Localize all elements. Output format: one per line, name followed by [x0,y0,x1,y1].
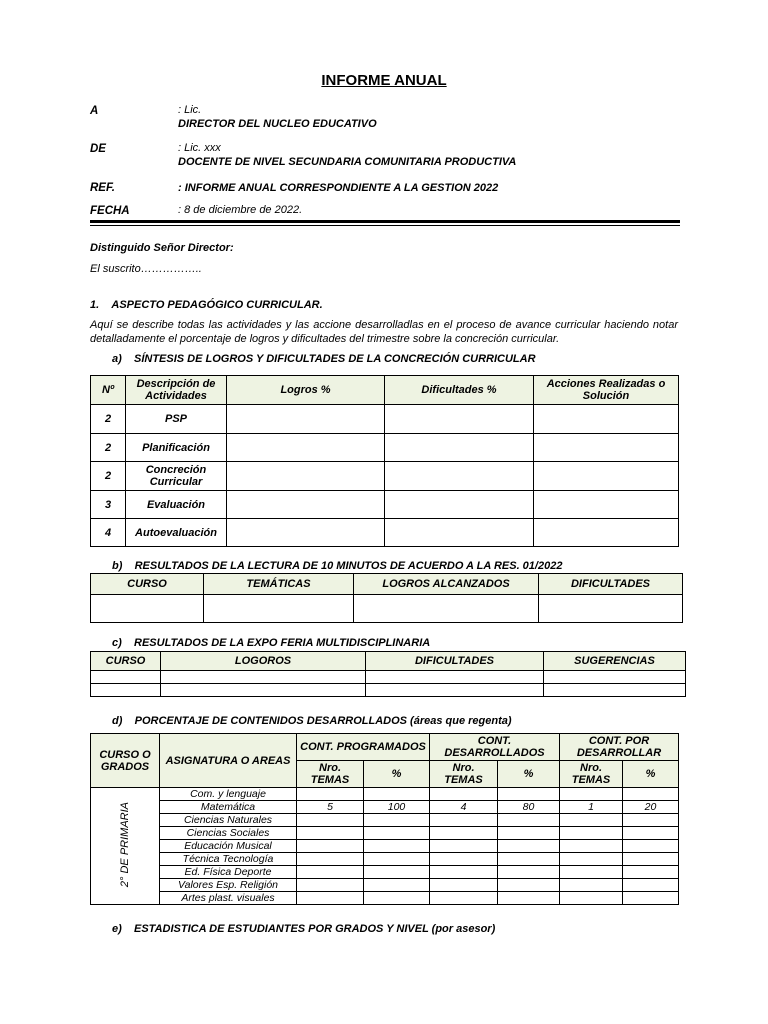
content-percentage-table [90,733,679,905]
to-line-2: DIRECTOR DEL NUCLEO EDUCATIVO [178,118,377,130]
section-1-description: Aquí se describe todas las actividades y las accione desarrolladlas en el proceso de avance curricular haciendo notar detalladamente el porcentaje de logros y dificultades del trimestre sobre la concreción curricular. [90,319,678,345]
table-cell [544,671,686,684]
difficulties-cell [385,405,534,434]
value-cell [364,866,430,879]
value-cell [560,853,623,866]
actions-cell [534,462,679,491]
date-value: : 8 de diciembre de 2022. [178,204,303,216]
header-rule-thick [90,220,680,223]
header-programmed: CONT. PROGRAMADOS [297,734,430,761]
header-course-grade: CURSO O GRADOS [91,734,160,788]
row-description: Autoevaluación [126,519,227,547]
value-cell [364,814,430,827]
value-cell [430,827,498,840]
grade-cell [91,788,160,905]
table-cell [91,671,161,684]
table-cell [366,671,544,684]
table-cell [366,684,544,697]
table-row [91,814,679,827]
value-cell [364,840,430,853]
section-d-heading: d) PORCENTAJE DE CONTENIDOS DESARROLLADOS (áreas que regenta) [112,715,512,727]
table-row [91,405,679,434]
value-cell [297,840,364,853]
section-c-heading: c) RESULTADOS DE LA EXPO FERIA MULTIDISCIPLINARIA [112,637,431,649]
header-percent: % [364,761,430,788]
table-row [91,491,679,519]
value-cell [297,866,364,879]
row-number: 4 [91,519,126,547]
document-title: INFORME ANUAL [321,72,447,89]
reading-results-table [90,573,683,623]
row-description: Concreción Curricular [126,462,227,491]
from-label: DE [90,143,106,155]
header-rule-thin [90,225,680,226]
table-row [91,684,686,697]
row-number: 3 [91,491,126,519]
header-achievements: LOGOROS [161,652,366,671]
from-line-1: : Lic. xxx [178,142,221,154]
value-cell [498,853,560,866]
header-developed: CONT. DESARROLLADOS [430,734,560,761]
subject-cell: Técnica Tecnología [160,853,297,866]
value-cell [498,814,560,827]
greeting: Distinguido Señor Director: [90,242,234,254]
table-row [91,892,679,905]
value-cell [560,892,623,905]
table-cell [91,595,204,623]
value-cell [623,788,679,801]
subject-cell: Ciencias Naturales [160,814,297,827]
header-topics-count: Nro. TEMAS [297,761,364,788]
value-cell: 1 [560,801,623,814]
table-row [91,595,683,623]
table-row [91,434,679,462]
value-cell [560,827,623,840]
table-cell [161,684,366,697]
actions-cell [534,491,679,519]
value-cell [297,814,364,827]
difficulties-cell [385,491,534,519]
value-cell [623,814,679,827]
value-cell: 5 [297,801,364,814]
grade-label: 2° DE PRIMARIA [119,801,131,888]
header-suggestions: SUGERENCIAS [544,652,686,671]
header-achievements: LOGROS ALCANZADOS [354,574,539,595]
header-percent: % [623,761,679,788]
value-cell [623,879,679,892]
value-cell [430,879,498,892]
value-cell [498,788,560,801]
row-description: Planificación [126,434,227,462]
section-b-heading: b) RESULTADOS DE LA LECTURA DE 10 MINUTOS DE ACUERDO A LA RES. 01/2022 [112,560,563,572]
value-cell [297,788,364,801]
header-pending: CONT. POR DESARROLLAR [560,734,679,761]
row-number: 2 [91,434,126,462]
row-description: PSP [126,405,227,434]
expo-fair-table [90,651,686,697]
subject-cell: Educación Musical [160,840,297,853]
header-course: CURSO [91,652,161,671]
achievements-table [90,375,679,547]
section-e-heading: e) ESTADISTICA DE ESTUDIANTES POR GRADOS Y NIVEL (por asesor) [112,923,496,935]
actions-cell [534,434,679,462]
achievements-cell [227,462,385,491]
achievements-cell [227,405,385,434]
section-1-heading: 1. ASPECTO PEDAGÓGICO CURRICULAR. [90,299,323,311]
difficulties-cell [385,462,534,491]
actions-cell [534,519,679,547]
row-description: Evaluación [126,491,227,519]
header-subject: ASIGNATURA O AREAS [160,734,297,788]
value-cell [623,892,679,905]
value-cell [498,840,560,853]
table-row [91,788,679,801]
achievements-cell [227,491,385,519]
value-cell [560,866,623,879]
header-topics: TEMÁTICAS [204,574,354,595]
subject-cell: Ed. Física Deporte [160,866,297,879]
value-cell [297,879,364,892]
subject-cell: Valores Esp. Religión [160,879,297,892]
table-cell [539,595,683,623]
table-cell [354,595,539,623]
header-description: Descripción de Actividades [126,376,227,405]
subject-cell: Artes plast. visuales [160,892,297,905]
table-row [91,853,679,866]
value-cell [430,853,498,866]
actions-cell [534,405,679,434]
value-cell [430,814,498,827]
table-row [91,879,679,892]
table-cell [544,684,686,697]
row-number: 2 [91,405,126,434]
table-cell [91,684,161,697]
header-difficulties: DIFICULTADES [539,574,683,595]
value-cell [297,853,364,866]
to-line-1: : Lic. [178,104,202,116]
difficulties-cell [385,519,534,547]
value-cell [430,840,498,853]
value-cell [498,892,560,905]
from-line-2: DOCENTE DE NIVEL SECUNDARIA COMUNITARIA PRODUCTIVA [178,156,517,168]
value-cell [560,788,623,801]
difficulties-cell [385,434,534,462]
subject-cell: Com. y lenguaje [160,788,297,801]
header-percent: % [498,761,560,788]
table-row [91,519,679,547]
value-cell: 100 [364,801,430,814]
table-row [91,840,679,853]
ref-label: REF. [90,182,115,194]
header-difficulties: DIFICULTADES [366,652,544,671]
table-cell [161,671,366,684]
header-course: CURSO [91,574,204,595]
table-row [91,801,679,814]
table-cell [204,595,354,623]
value-cell [430,788,498,801]
value-cell [430,866,498,879]
value-cell [364,827,430,840]
value-cell [430,892,498,905]
header-actions: Acciones Realizadas o Solución [534,376,679,405]
header-difficulties: Dificultades % [385,376,534,405]
header-achievements: Logros % [227,376,385,405]
date-label: FECHA [90,205,130,217]
value-cell [560,840,623,853]
header-topics-count: Nro. TEMAS [430,761,498,788]
value-cell [297,827,364,840]
subject-cell: Ciencias Sociales [160,827,297,840]
intro-text: El suscrito…………….. [90,263,202,275]
value-cell [498,879,560,892]
achievements-cell [227,519,385,547]
value-cell [498,827,560,840]
value-cell [623,827,679,840]
table-row [91,462,679,491]
table-row [91,827,679,840]
to-label: A [90,105,99,117]
ref-value: : INFORME ANUAL CORRESPONDIENTE A LA GESTION 2022 [178,182,499,194]
header-topics-count: Nro. TEMAS [560,761,623,788]
value-cell [364,892,430,905]
value-cell: 80 [498,801,560,814]
subject-cell: Matemática [160,801,297,814]
value-cell [364,879,430,892]
value-cell [623,853,679,866]
value-cell [623,866,679,879]
value-cell: 4 [430,801,498,814]
value-cell [560,814,623,827]
value-cell [364,788,430,801]
table-row [91,866,679,879]
value-cell [364,853,430,866]
row-number: 2 [91,462,126,491]
value-cell [623,840,679,853]
achievements-cell [227,434,385,462]
value-cell [560,879,623,892]
table-row [91,671,686,684]
value-cell: 20 [623,801,679,814]
header-number: Nº [91,376,126,405]
section-a-heading: a) SÍNTESIS DE LOGROS Y DIFICULTADES DE LA CONCRECIÓN CURRICULAR [112,353,536,365]
value-cell [297,892,364,905]
value-cell [498,866,560,879]
